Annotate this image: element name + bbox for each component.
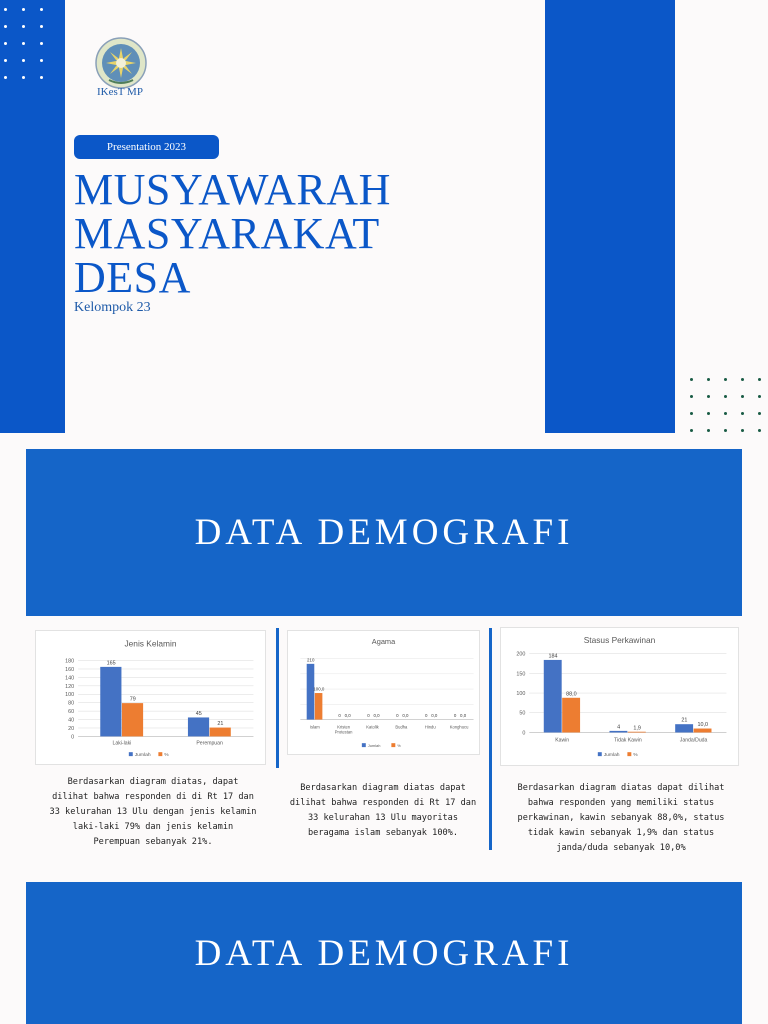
data-label: 88,0 [566, 691, 577, 698]
bar [675, 724, 693, 732]
x-tick-label: Tidak Kawin [614, 737, 642, 744]
data-label: 165 [106, 660, 116, 667]
x-tick-label: Protestan [334, 729, 353, 735]
chart-panel-religion [287, 630, 480, 755]
data-label: 21 [681, 717, 688, 724]
section-banner [26, 449, 742, 616]
x-tick-label: Laki-laki [112, 740, 132, 747]
legend-label: Jumlah [134, 753, 151, 759]
y-tick-label: 160 [65, 666, 75, 673]
data-label: 0,0 [344, 713, 351, 719]
y-tick-label: 180 [65, 658, 75, 665]
x-tick-label: Islam [309, 724, 320, 730]
x-tick-label: Hindu [424, 724, 436, 730]
data-label: 210 [307, 657, 315, 663]
bar [628, 732, 646, 733]
y-tick-label: 120 [65, 683, 75, 690]
legend-label: % [633, 753, 638, 759]
data-label: 100,0 [313, 686, 325, 692]
data-label: 10,0 [697, 722, 709, 729]
y-tick-label: 20 [68, 725, 75, 732]
bar [100, 667, 121, 737]
x-tick-label: Janda/Duda [679, 737, 708, 744]
column-divider [489, 628, 492, 850]
title-accent-bar [52, 176, 57, 294]
data-label: 0 [424, 713, 428, 719]
legend-label: % [397, 743, 401, 749]
title-line: MUSYAWARAH [74, 165, 391, 214]
marital-status-chart [501, 628, 738, 765]
bar [609, 731, 627, 733]
gender-chart [36, 631, 265, 764]
legend-label: Jumlah [367, 743, 381, 749]
data-label: 0 [338, 713, 341, 719]
x-tick-label: Kawin [555, 737, 570, 744]
chart-description: Berdasarkan diagram diatas dapat dilihat bahwa responden di Rt 17 dan 33 kelurahan 13 Ulu mayoritas beragama islam sebanyak 100%. [289, 783, 477, 838]
bar [188, 717, 209, 736]
data-label: 0 [396, 713, 399, 719]
banner-heading: DATA DEMOGRAFI [194, 932, 574, 974]
religion-chart [288, 631, 479, 754]
data-label: 1,9 [633, 725, 641, 732]
legend-label: Jumlah [603, 753, 620, 759]
bar [562, 698, 580, 733]
data-label: 0,0 [402, 713, 409, 719]
y-tick-label: 50 [519, 710, 526, 717]
chart-panel-marital [500, 627, 739, 766]
y-tick-label: 0 [522, 730, 526, 737]
decorative-dots-top-left [4, 8, 58, 93]
data-label: 0,0 [460, 713, 467, 719]
x-tick-label: Perempuan [196, 740, 223, 747]
data-label: 0 [453, 713, 457, 719]
chart-description: Berdasarkan diagram diatas dapat dilihat bahwa responden yang memiliki status perkawinan, kawin sebanyak 88,0%, status tidak kawin sebanyak 1,9% dan status janda/duda sebanyak 10,0% [517, 783, 725, 853]
data-label: 4 [617, 724, 621, 731]
data-label: 79 [129, 696, 136, 703]
x-tick-label: Konghucu [449, 724, 469, 730]
chart-description: Berdasarkan diagram diatas, dapat dilihat bahwa responden di di Rt 17 dan 33 kelurahan 13 Ulu dengan jenis kelamin laki-laki 79% dan jenis kelamin Perempuan sebanyak 21%. [49, 777, 257, 847]
title-line: DESA [74, 253, 191, 302]
page-title [74, 165, 434, 302]
y-tick-label: 140 [65, 675, 75, 682]
data-label: 21 [217, 721, 224, 728]
title-line: MASYARAKAT [74, 209, 380, 258]
data-label: 0,0 [431, 713, 438, 719]
y-tick-label: 100 [516, 691, 526, 698]
y-tick-label: 100 [65, 692, 75, 699]
legend-swatch [598, 752, 602, 756]
y-tick-label: 0 [71, 734, 75, 741]
legend-swatch [362, 743, 366, 747]
x-tick-label: Budha [395, 724, 408, 730]
legend-swatch [158, 752, 162, 756]
chart-title: Agama [371, 636, 396, 646]
bar [544, 660, 562, 733]
institution-logo [94, 36, 148, 90]
y-tick-label: 40 [68, 717, 75, 724]
data-label: 0 [367, 713, 370, 719]
bar [315, 693, 323, 720]
y-tick-label: 200 [516, 651, 526, 658]
data-label: 45 [195, 710, 202, 717]
presentation-badge: Presentation 2023 [74, 135, 219, 159]
page-subtitle: Kelompok 23 [74, 300, 151, 315]
data-label: 184 [548, 653, 558, 660]
section-banner [26, 882, 742, 1024]
data-label: 0,0 [373, 713, 380, 719]
x-tick-label: Katolik [366, 724, 379, 730]
banner-heading: DATA DEMOGRAFI [194, 512, 574, 553]
right-white-column [675, 0, 768, 433]
y-tick-label: 150 [516, 671, 526, 678]
y-tick-label: 60 [68, 709, 75, 716]
bar [122, 703, 143, 736]
bar [694, 729, 712, 733]
chart-title: Jenis Kelamin [124, 638, 177, 649]
bar [307, 664, 315, 720]
legend-swatch [627, 752, 631, 756]
legend-swatch [391, 743, 395, 747]
chart-title: Stasus Perkawinan [583, 634, 656, 645]
bar [210, 728, 231, 737]
legend-swatch [129, 752, 133, 756]
right-blue-band [545, 0, 675, 433]
column-divider [276, 628, 279, 768]
x-tick-label: Kristen [337, 724, 351, 730]
y-tick-label: 80 [68, 700, 75, 707]
legend-label: % [164, 753, 169, 759]
decorative-dots-right [690, 378, 768, 446]
logo-caption: IKesT MP [97, 86, 143, 98]
chart-panel-gender [35, 630, 266, 765]
